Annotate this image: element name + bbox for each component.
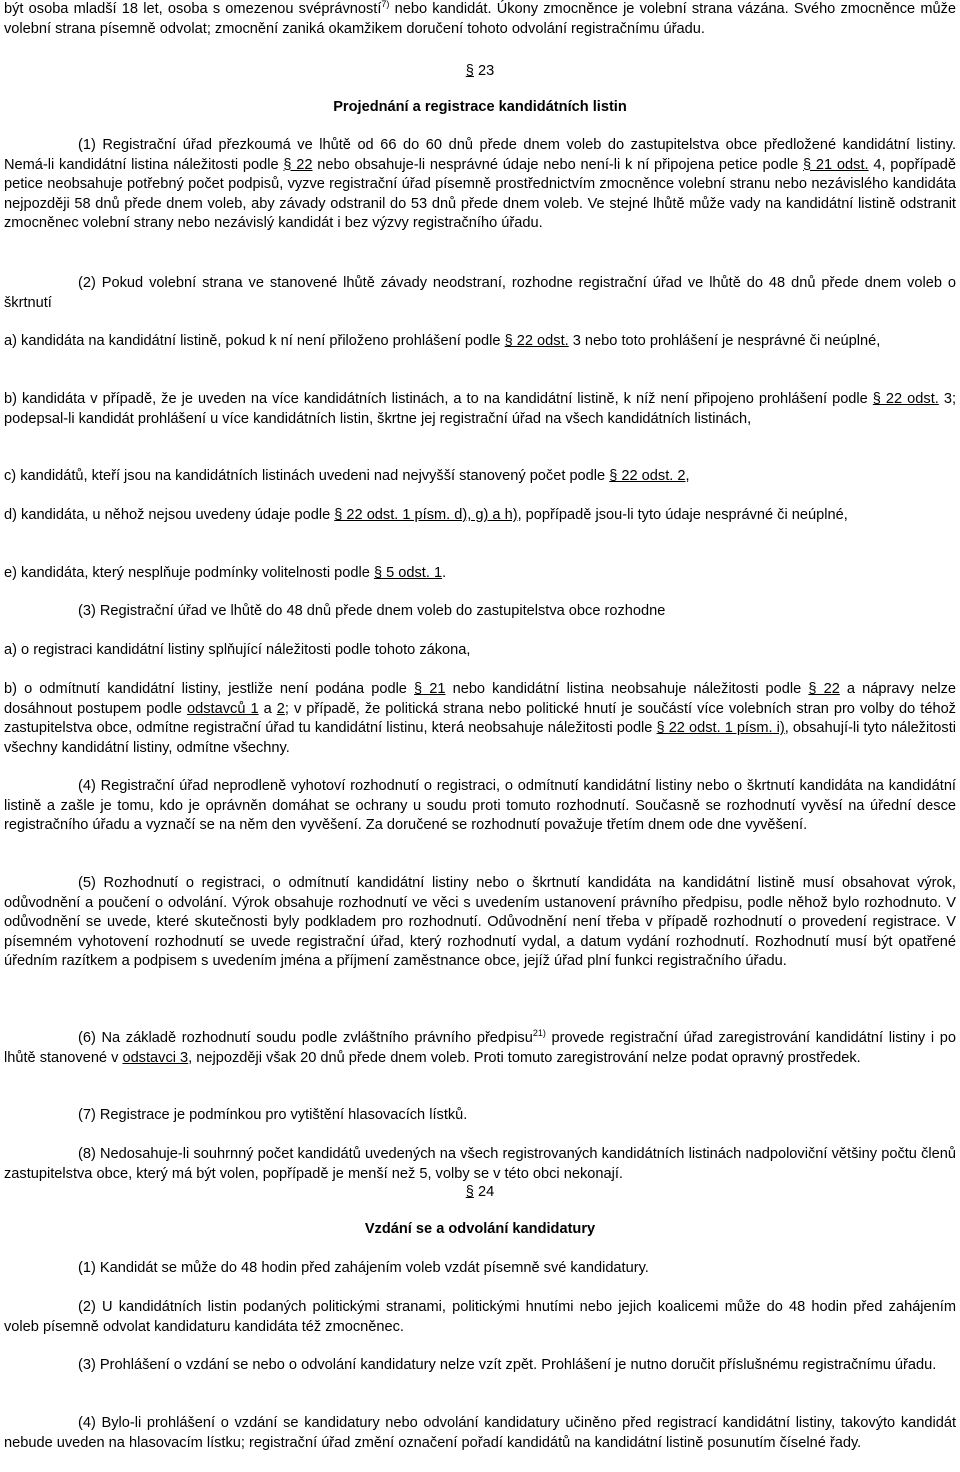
s23-paragraph-5: (5) Rozhodnutí o registraci, o odmítnutí kandidátní listiny nebo o škrtnutí kandidáta na kandidátní listině musí obsahovat výrok, odůvodnění a poučení o odvolání. Výrok obsahuje rozhodnutí ve věci s uvedením ustanovení právního předpisu, podle něhož bylo rozhodnuto. V odůvodnění se uvede, které skutečnosti byly podkladem pro rozhodnutí. Odůvodnění není třeba v případě rozhodnutí o provedení registrace. V písemném vyhotovení rozhodnutí se uvede registrační úřad, který rozhodnutí vydal, a datum vydání rozhodnutí. Rozhodnutí musí být opatřené úředním razítkem a podpisem s uvedením jména a příjmení zaměstnance obce, jejíž úřad plní funkci registračního úřadu. (4, 875, 956, 970)
item-text: , (685, 468, 690, 484)
footnote-ref-21[interactable]: 21) (532, 1028, 546, 1039)
s23-item-2a (4, 332, 956, 352)
section-number: 23 (473, 63, 495, 79)
item-text: c) kandidátů, kteří jsou na kandidátních listinách uvedeni nad nejvyšší stanovený počet podle (4, 468, 610, 484)
law-reference-link[interactable]: § 22 odst. 2 (609, 468, 686, 484)
section-symbol: § (465, 1184, 474, 1200)
item-text: , popřípadě jsou-li tyto údaje nesprávné či neúplné, (517, 507, 848, 523)
s23-item-2b (4, 390, 956, 429)
section-heading-23: Projednání a registrace kandidátních listin (333, 99, 627, 115)
law-reference-link[interactable]: § 22 (808, 681, 840, 697)
paragraph-text: provede registrační úřad zaregistrování kandidátní listiny i po lhůtě stanovené v (4, 1030, 956, 1066)
section-number-23 (4, 62, 956, 82)
s23-item-2d (4, 506, 956, 526)
law-reference-link[interactable]: § 22 odst. (504, 333, 569, 349)
paragraph-reference-link[interactable]: odstavců 1 (187, 700, 259, 717)
s24-paragraph-2: (2) U kandidátních listin podaných politickými stranami, politickými hnutími nebo jejich koalicemi může do 48 hodin před zahájením voleb písemně odvolat kandidaturu kandidáta též zmocněnec. (4, 1299, 956, 1335)
s23-paragraph-1 (4, 136, 956, 234)
law-reference-link[interactable]: § 22 (283, 156, 313, 173)
item-text: . (442, 565, 447, 581)
s24-paragraph-3: (3) Prohlášení o vzdání se nebo o odvolání kandidatury nelze vzít zpět. Prohlášení je nutno doručit příslušnému registračnímu úřadu. (78, 1357, 937, 1373)
paragraph-text: , nejpozději však 20 dnů přede dnem voleb. Proti tomuto zaregistrování nelze podat opravný prostředek. (188, 1049, 861, 1066)
law-reference-link[interactable]: § 21 (414, 681, 446, 697)
s23-paragraph-7: (7) Registrace je podmínkou pro vytištění hlasovacích lístků. (78, 1107, 468, 1123)
s23-paragraph-8: (8) Nedosahuje-li souhrnný počet kandidátů uvedených na všech registrovaných kandidátních listinách nadpoloviční většiny počtu členů zastupitelstva obce, který má být volen, popřípadě je menší než 5, volby se v této obci nekonají. (4, 1146, 956, 1182)
s24-paragraph-1: (1) Kandidát se může do 48 hodin před zahájením voleb vzdát písemně své kandidatury. (78, 1260, 649, 1276)
item-text: d) kandidáta, u něhož nejsou uvedeny údaje podle (4, 507, 335, 523)
s23-paragraph-3: (3) Registrační úřad ve lhůtě do 48 dnů přede dnem voleb do zastupitelstva obce rozhodne (78, 603, 666, 619)
law-reference-link[interactable]: § 5 odst. 1 (373, 565, 443, 581)
s23-item-3a: a) o registraci kandidátní listiny splňující náležitosti podle tohoto zákona, (4, 642, 471, 658)
s23-item-2e (4, 564, 956, 584)
s24-paragraph-4: (4) Bylo-li prohlášení o vzdání se kandidatury nebo odvolání kandidatury učiněno před registrací kandidátní listiny, takovýto kandidát nebude uveden na hlasovacím lístku; registrační úřad změní označení pořadí kandidátů na kandidátní listině posunutím číselné řady. (4, 1415, 956, 1451)
item-text: , obsahují-li tyto náležitosti všechny kandidátní listiny, odmítne všechny. (4, 720, 956, 756)
law-reference-link[interactable]: § 22 odst. 1 písm. d), g) a h) (334, 507, 518, 523)
item-text: b) o odmítnutí kandidátní listiny, jestliže není podána podle (4, 681, 415, 697)
paragraph-reference-link[interactable]: odstavci 3 (122, 1049, 189, 1066)
section-number: 24 (473, 1184, 495, 1200)
item-text: b) kandidáta v případě, že je uveden na více kandidátních listinách, a to na kandidátní listině, k níž není připojeno prohlášení podle (4, 391, 873, 407)
item-text: a) kandidáta na kandidátní listině, pokud k ní není přiloženo prohlášení podle (4, 333, 505, 349)
paragraph-text: (1) Registrační úřad přezkoumá ve lhůtě od 66 do 60 dnů přede dnem voleb do zastupitelstva obce předložené kandidátní listiny. Nemá-li kandidátní listina náležitosti podle (4, 137, 956, 173)
intro-text-cont: nebo kandidát. Úkony zmocněnce je volební strana vázána. Svého zmocněnce může volební strana písemně odvolat; zmocnění zaniká okamžikem doručení tohoto odvolání registračnímu úřadu. (4, 1, 957, 37)
item-text: nebo kandidátní listina neobsahuje náležitosti podle (445, 681, 809, 697)
law-reference-link[interactable]: § 21 odst. (803, 156, 869, 173)
s23-paragraph-4: (4) Registrační úřad neprodleně vyhotoví rozhodnutí o registraci, o odmítnutí kandidátní listiny nebo o škrtnutí kandidáta na kandidátní listině a zašle je tomu, kdo je oprávněn domáhat se ochrany u soudu proti tomuto rozhodnutí. Současně se rozhodnutí vyvěsí na úřední desce registračního úřadu a vyznačí se na něm den vyvěšení. Za doručené se rozhodnutí považuje třetím dnem ode dne vyvěšení. (4, 778, 956, 834)
section-symbol: § (465, 63, 474, 79)
item-text: 3 nebo toto prohlášení je nesprávné či neúplné, (568, 333, 881, 349)
section-heading-24: Vzdání se a odvolání kandidatury (364, 1221, 596, 1237)
s23-item-2c (4, 467, 956, 487)
law-reference-link[interactable]: § 22 odst. 1 písm. i) (656, 720, 785, 737)
paragraph-text: (6) Na základě rozhodnutí soudu podle zvláštního právního předpisu (78, 1030, 533, 1046)
paragraph-text: nebo obsahuje-li nesprávné údaje nebo není-li k ní připojena petice podle (312, 156, 804, 173)
s23-paragraph-6 (4, 1029, 956, 1068)
s23-item-3b (4, 680, 956, 758)
intro-text: být osoba mladší 18 let, osoba s omezenou svéprávností (4, 1, 382, 17)
item-text: 3; podepsal-li kandidát prohlášení u více kandidátních listin, škrtne jej registrační úřad na všech kandidátních listinách, (4, 391, 956, 427)
s23-paragraph-2: (2) Pokud volební strana ve stanovené lhůtě závady neodstraní, rozhodne registrační úřad ve lhůtě do 48 dnů přede dnem voleb o škrtnutí (4, 275, 956, 311)
item-text: a (258, 700, 277, 717)
footnote-ref-7[interactable]: 7) (381, 0, 390, 10)
intro-paragraph (4, 0, 956, 39)
paragraph-text: 4, popřípadě petice neobsahuje potřebný počet podpisů, vyzve registrační úřad písemně prostřednictvím zmocněnce volební stranu nebo nezávislého kandidáta nejpozději 58 dnů přede dnem voleb, aby závady odstranil do 53 dnů přede dnem voleb. Ve stejné lhůtě může vady na kandidátní listině odstranit zmocněnec volební strany nebo nezávislý kandidát i bez výzvy registračního úřadu. (4, 156, 957, 232)
item-text: a nápravy nelze dosáhnout postupem podle (4, 681, 957, 717)
item-text: ; v případě, že politická strana nebo politické hnutí je součástí více volebních stran pro volby do téhož zastupitelstva obce, odmítne registrační úřad tu kandidátní listinu, která neobsahuje náležitosti podle (4, 700, 956, 737)
paragraph-reference-link[interactable]: 2 (276, 700, 285, 717)
item-text: e) kandidáta, který nesplňuje podmínky volitelnosti podle (4, 565, 374, 581)
law-reference-link[interactable]: § 22 odst. (872, 391, 939, 407)
section-number-24 (4, 1183, 956, 1203)
